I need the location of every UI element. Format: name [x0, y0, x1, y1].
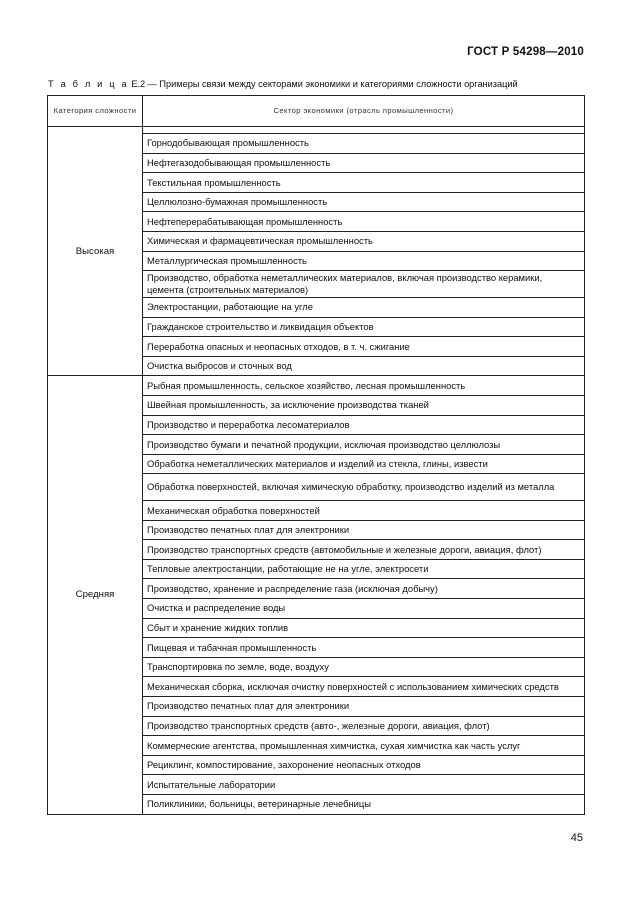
sector-cell: Целлюлозно-бумажная промышленность: [143, 192, 585, 212]
category-label: Высокая: [75, 245, 115, 257]
sector-cell: Коммерческие агентства, промышленная химчистка, сухая химчистка как часть услуг: [143, 736, 585, 756]
sector-cell: Механическая сборка, исключая очистку поверхностей с использованием химических средств: [143, 677, 585, 697]
sector-cell: Испытательные лаборатории: [143, 775, 585, 795]
complexity-table: [47, 95, 585, 815]
sector-cell: Электростанции, работающие на угле: [143, 297, 585, 317]
sector-cell: Тепловые электростанции, работающие не на угле, электросети: [143, 559, 585, 579]
sector-cell: Производство бумаги и печатной продукции, исключая производство целлюлозы: [143, 435, 585, 455]
table-row: [48, 376, 585, 396]
sector-cell: Производство транспортных средств (авто-, железные дороги, авиация, флот): [143, 716, 585, 736]
sector-cell: Гражданское строительство и ликвидация объектов: [143, 317, 585, 337]
sector-cell: Переработка опасных и неопасных отходов, в т. ч. сжигание: [143, 337, 585, 357]
sector-cell: Горнодобывающая промышленность: [143, 134, 585, 154]
sector-cell: Текстильная промышленность: [143, 173, 585, 193]
category-cell: [48, 127, 143, 376]
sector-cell: Пищевая и табачная промышленность: [143, 638, 585, 658]
spacer-cell: [143, 127, 585, 134]
standard-header: ГОСТ Р 54298—2010: [467, 46, 584, 58]
sector-cell: Производство, обработка неметаллических материалов, включая производство керамики, цемента (строительных материалов): [143, 271, 585, 298]
page-number: 45: [570, 832, 583, 844]
sector-cell: Рециклинг, компостирование, захоронение неопасных отходов: [143, 755, 585, 775]
group-spacer-row: [48, 127, 585, 134]
table-body: [48, 127, 585, 815]
sector-cell: Сбыт и хранение жидких топлив: [143, 618, 585, 638]
sector-cell: Транспортировка по земле, воде, воздуху: [143, 657, 585, 677]
caption-text: — Примеры связи между секторами экономики и категориями сложности организаций: [145, 79, 518, 89]
category-cell: [48, 376, 143, 814]
sector-cell: Нефтегазодобывающая промышленность: [143, 153, 585, 173]
sector-cell: Обработка поверхностей, включая химическую обработку, производство изделий из металла: [143, 474, 585, 501]
sector-cell: Швейная промышленность, за исключение производства тканей: [143, 395, 585, 415]
header-sector: Сектор экономики (отрасль промышленности): [143, 96, 585, 127]
header-category: Категория сложности: [48, 96, 143, 127]
sector-cell: Производство и переработка лесоматериалов: [143, 415, 585, 435]
sector-cell: Рыбная промышленность, сельское хозяйство, лесная промышленность: [143, 376, 585, 396]
sector-cell: Производство, хранение и распределение газа (исключая добычу): [143, 579, 585, 599]
sector-cell: Обработка неметаллических материалов и изделий из стекла, глины, извести: [143, 454, 585, 474]
sector-cell: Поликлиники, больницы, ветеринарные лечебницы: [143, 795, 585, 815]
sector-cell: Очистка и распределение воды: [143, 599, 585, 619]
caption-label: Т а б л и ц а: [48, 79, 129, 89]
sector-cell: Механическая обработка поверхностей: [143, 501, 585, 521]
sector-cell: Химическая и фармацевтическая промышленность: [143, 231, 585, 251]
category-label: Средняя: [75, 589, 115, 601]
sector-cell: Металлургическая промышленность: [143, 251, 585, 271]
sector-cell: Производство транспортных средств (автомобильные и железные дороги, авиация, флот): [143, 540, 585, 560]
sector-cell: Нефтеперерабатывающая промышленность: [143, 212, 585, 232]
sector-cell: Очистка выбросов и сточных вод: [143, 356, 585, 376]
sector-cell: Производство печатных плат для электроники: [143, 697, 585, 717]
sector-cell: Производство печатных плат для электроники: [143, 520, 585, 540]
caption-number: Е.2: [131, 79, 146, 89]
table-caption: [48, 79, 518, 89]
